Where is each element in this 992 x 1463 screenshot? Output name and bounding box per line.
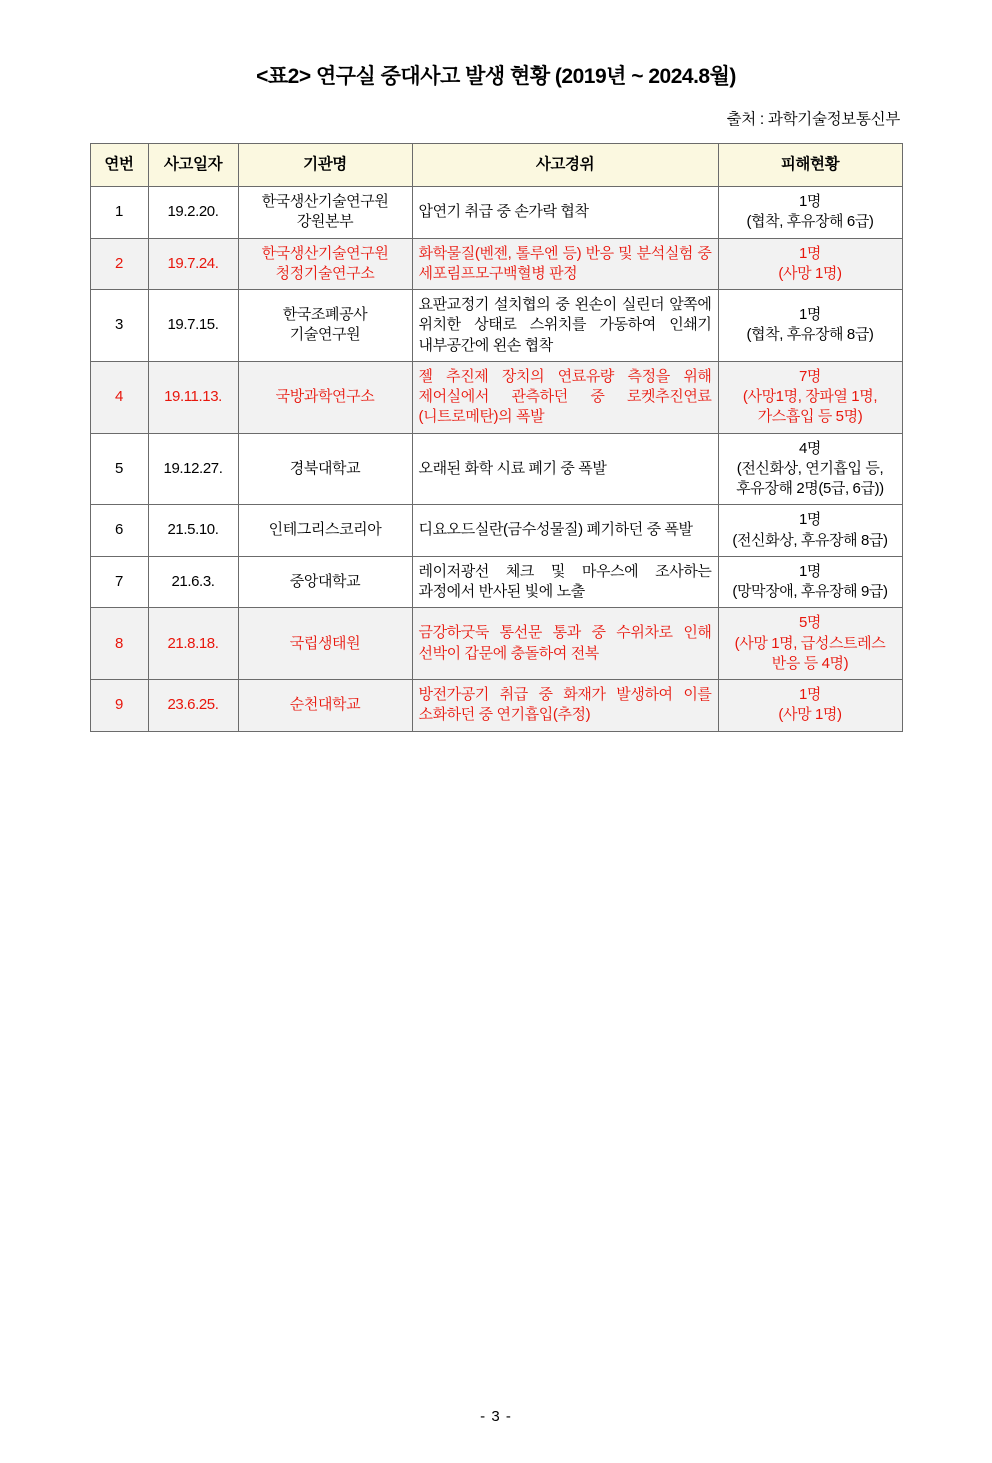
- cell-org: 한국조폐공사 기술연구원: [238, 290, 412, 362]
- cell-org: 인테그리스코리아: [238, 505, 412, 557]
- damage-count: 1명: [798, 306, 822, 324]
- cell-damage: [718, 556, 902, 608]
- cell-no: 1: [90, 187, 148, 239]
- table-row: [90, 556, 902, 608]
- damage-count: 1명: [798, 193, 822, 210]
- cell-damage: [718, 505, 902, 557]
- cell-damage: [718, 433, 902, 505]
- cell-date: 23.6.25.: [148, 680, 238, 732]
- column-header-no: 연번: [90, 144, 148, 187]
- cell-no: 8: [90, 608, 148, 680]
- damage-detail: (전신화상, 연기흡입 등, 후유장해 2명(5급, 6급)): [736, 459, 884, 497]
- cell-desc: 요판교정기 설치협의 중 왼손이 실린더 앞쪽에 위치한 상태로 스위치를 가동하여 인쇄기 내부공간에 왼손 협착: [412, 290, 718, 362]
- damage-count: 1명: [798, 511, 822, 529]
- cell-no: 4: [90, 361, 148, 433]
- cell-desc: 젤 추진제 장치의 연료유량 측정을 위해 제어실에서 관측하던 중 로켓추진연료(니트로메탄)의 폭발: [412, 361, 718, 433]
- cell-desc: 오래된 화학 시료 폐기 중 폭발: [412, 433, 718, 505]
- cell-desc: 방전가공기 취급 중 화재가 발생하여 이를 소화하던 중 연기흡입(추정): [412, 680, 718, 732]
- cell-date: 21.6.3.: [148, 556, 238, 608]
- column-header-damage: 피해현황: [718, 144, 902, 187]
- cell-org: 경북대학교: [238, 433, 412, 505]
- cell-damage: [718, 187, 902, 239]
- page-title: <표2> 연구실 중대사고 발생 현황 (2019년 ~ 2024.8월): [256, 65, 736, 88]
- damage-detail: (사망1명, 장파열 1명, 가스흡입 등 5명): [742, 388, 878, 426]
- column-header-org: 기관명: [238, 144, 412, 187]
- cell-no: 6: [90, 505, 148, 557]
- cell-org: 한국생산기술연구원 청정기술연구소: [238, 238, 412, 290]
- damage-count: 5명: [798, 614, 822, 632]
- cell-no: 5: [90, 433, 148, 505]
- column-header-desc: 사고경위: [412, 144, 718, 187]
- damage-count: 7명: [798, 367, 822, 385]
- table-body: [90, 187, 902, 732]
- table-row: [90, 238, 902, 290]
- damage-detail: (사망 1명, 급성스트레스 반응 등 4명): [734, 634, 886, 672]
- cell-org: 국립생태원: [238, 608, 412, 680]
- cell-date: 19.7.15.: [148, 290, 238, 362]
- cell-desc: 화학물질(벤젠, 톨루엔 등) 반응 및 분석실험 중 세포림프모구백혈병 판정: [412, 238, 718, 290]
- cell-no: 9: [90, 680, 148, 732]
- cell-org: 국방과학연구소: [238, 361, 412, 433]
- cell-date: 21.8.18.: [148, 608, 238, 680]
- cell-desc: 금강하굿둑 통선문 통과 중 수위차로 인해 선박이 갑문에 충돌하여 전복: [412, 608, 718, 680]
- table-row: [90, 361, 902, 433]
- table-row: [90, 608, 902, 680]
- cell-date: 19.12.27.: [148, 433, 238, 505]
- damage-detail: (협착, 후유장해 8급): [746, 326, 874, 344]
- cell-org: 순천대학교: [238, 680, 412, 732]
- damage-count: 1명: [798, 686, 822, 703]
- cell-damage: [718, 238, 902, 290]
- damage-count: 1명: [798, 244, 822, 262]
- cell-org: 중앙대학교: [238, 556, 412, 608]
- cell-damage: [718, 608, 902, 680]
- source-note: 출처 : 과학기술정보통신부: [726, 111, 900, 128]
- cell-desc: 압연기 취급 중 손가락 협착: [412, 187, 718, 239]
- damage-detail: (사망 1명): [778, 264, 842, 282]
- damage-count: 1명: [798, 562, 822, 580]
- cell-date: 21.5.10.: [148, 505, 238, 557]
- page-number: - 3 -: [480, 1408, 512, 1425]
- cell-no: 2: [90, 238, 148, 290]
- cell-damage: [718, 290, 902, 362]
- cell-org: 한국생산기술연구원 강원본부: [238, 187, 412, 239]
- table-row: [90, 505, 902, 557]
- cell-date: 19.2.20.: [148, 187, 238, 239]
- cell-no: 3: [90, 290, 148, 362]
- table-header-row: [90, 144, 902, 187]
- cell-desc: 레이저광선 체크 및 마우스에 조사하는 과정에서 반사된 빛에 노출: [412, 556, 718, 608]
- table-row: [90, 433, 902, 505]
- damage-detail: (망막장애, 후유장해 9급): [732, 583, 888, 600]
- cell-desc: 디요오드실란(금수성물질) 폐기하던 중 폭발: [412, 505, 718, 557]
- document-page: [0, 60, 992, 1463]
- table-row: [90, 680, 902, 732]
- damage-count: 4명: [798, 439, 822, 457]
- cell-damage: [718, 680, 902, 732]
- cell-date: 19.11.13.: [148, 361, 238, 433]
- cell-no: 7: [90, 556, 148, 608]
- damage-detail: (사망 1명): [778, 706, 842, 724]
- damage-detail: (협착, 후유장해 6급): [746, 213, 874, 231]
- column-header-date: 사고일자: [148, 144, 238, 187]
- table-row: [90, 290, 902, 362]
- cell-date: 19.7.24.: [148, 238, 238, 290]
- cell-damage: [718, 361, 902, 433]
- damage-detail: (전신화상, 후유장해 8급): [732, 531, 888, 549]
- incident-table: [90, 143, 903, 732]
- table-row: [90, 187, 902, 239]
